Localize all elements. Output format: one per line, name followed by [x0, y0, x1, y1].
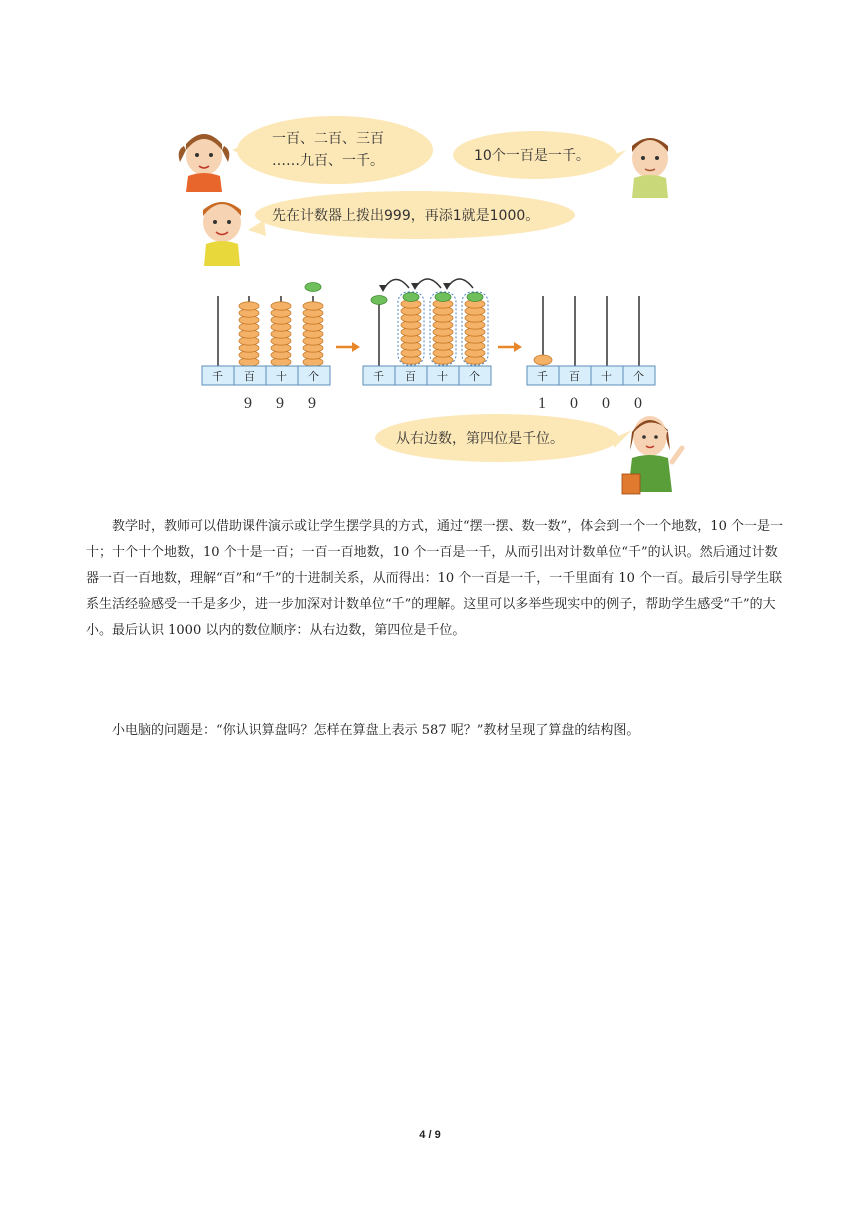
- body-paragraph-2: 小电脑的问题是：“你认识算盘吗？怎样在算盘上表示 587 呢？”教材呈现了算盘的结构图。: [112, 723, 640, 738]
- textbook-illustration: [0, 0, 860, 500]
- counter-3-label-hundreds: 百: [569, 370, 580, 383]
- speech-bubble-1: [232, 116, 433, 184]
- speech-bubble-2: [453, 131, 626, 179]
- body-paragraph-1: 教学时，教师可以借助课件演示或让学生摆学具的方式，通过“摆一摆、数一数”，体会到一个一个地数，10 个一是一十；十个十个地数，10 个十是一百；一百一百地数，10 个一百是一千，从而引出对计数单位“千”的认识。然后通过计数器一百一百地数，理解“百”和“千”的十进制关系，从而得出：10 个一百是一千，一千里面有 10 个一百。最后引导学生联系生活经验感受一千是多少，进一步加深对计数单位“千”的理解。这里可以多举些现实中的例子，帮助学生感受“千”的大小。最后认识 1000 以内的数位顺序：从右边数，第四位是千位。: [86, 519, 783, 638]
- bubble-3-text: 先在计数器上拨出999，再添1就是1000。: [272, 208, 540, 224]
- carry-arrows: [379, 279, 473, 292]
- counter-1-label-thousands: 千: [212, 370, 223, 383]
- bubble-1-line-2: ……九百、一千。: [272, 153, 384, 169]
- counter-1-digit: 9: [308, 395, 316, 412]
- counter-3-digit: 0: [570, 395, 578, 412]
- girl-character-icon: [179, 134, 230, 192]
- bubble-2-text: 10个一百是一千。: [474, 148, 590, 164]
- counter-2-label-hundreds: 百: [405, 370, 416, 383]
- teacher-character-icon: [622, 416, 682, 494]
- bead-stack-hundreds: [239, 302, 259, 366]
- boy-character-icon: [203, 202, 241, 266]
- arrow-right-icon: [336, 342, 360, 352]
- counter-1-label-ones: 个: [308, 370, 319, 383]
- counter-3-digit: 0: [634, 395, 642, 412]
- counter-1-label-hundreds: 百: [244, 370, 255, 383]
- counter-3-label-ones: 个: [633, 370, 644, 383]
- counter-2-label-tens: 十: [437, 370, 448, 383]
- bubble-4-text: 从右边数，第四位是千位。: [396, 431, 564, 447]
- counter-3-digit: 0: [602, 395, 610, 412]
- speech-bubble-4: [375, 414, 632, 462]
- arrow-right-icon: [498, 342, 522, 352]
- bead-stack-tens: [271, 302, 291, 366]
- counter-carry: [363, 279, 491, 385]
- counter-1-label-tens: 十: [276, 370, 287, 383]
- counter-3-digit: 1: [538, 395, 546, 412]
- bubble-1-line-1: 一百、二百、三百: [272, 131, 384, 147]
- counter-999: [202, 283, 330, 413]
- counter-2-label-ones: 个: [469, 370, 480, 383]
- speech-bubble-3: [248, 191, 575, 239]
- counter-3-label-tens: 十: [601, 370, 612, 383]
- boy-character-icon: [632, 138, 668, 198]
- bead-stack-ones: [303, 283, 323, 367]
- page-number: 4 / 9: [419, 1129, 441, 1141]
- counter-2-label-thousands: 千: [373, 370, 384, 383]
- counter-1000: [527, 296, 655, 412]
- counter-1-digit: 9: [276, 395, 284, 412]
- counter-3-label-thousands: 千: [537, 370, 548, 383]
- counter-1-digit: 9: [244, 395, 252, 412]
